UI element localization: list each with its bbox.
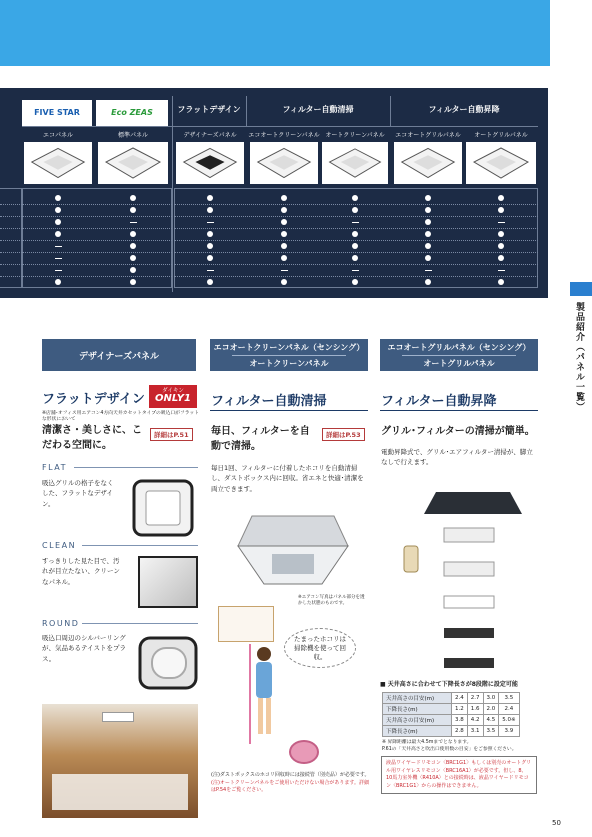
section-head-autoclean-1: エコオートクリーンパネル（センシング） [213, 342, 365, 352]
group-header-autogrill: フィルター自動昇降 [428, 105, 500, 114]
col2-body: 毎日1回、フィルターに付着したホコリを自動清掃し、ダストボックス内に回収。省エネと快適･清潔を両立できます。 [211, 464, 364, 493]
only1-badge-main: ONLY1 [155, 393, 191, 404]
availability-dot [352, 255, 358, 261]
column-label: エコパネル [42, 132, 73, 139]
availability-dot [498, 207, 504, 213]
panel-thumbnail [394, 142, 462, 184]
divider [390, 96, 391, 126]
availability-dash [425, 270, 432, 271]
availability-dot [55, 195, 61, 201]
availability-dot [425, 219, 431, 225]
column-label: エコオートクリーンパネル [248, 132, 320, 139]
title-rule [210, 410, 368, 411]
availability-dash [207, 270, 214, 271]
column-label: オートグリルパネル [474, 132, 528, 139]
col3-title: フィルター自動昇降 [381, 394, 497, 409]
column-label: エコオートグリルパネル [395, 132, 461, 139]
col2-title: フィルター自動清掃 [211, 394, 327, 409]
feature-label-round: ROUND [42, 619, 80, 628]
availability-dot [281, 195, 287, 201]
availability-dash [498, 222, 505, 223]
availability-dot [207, 231, 213, 237]
availability-dot [425, 207, 431, 213]
availability-dot [55, 207, 61, 213]
availability-dash [55, 270, 62, 271]
availability-dot [425, 279, 431, 285]
feature-text-round: 吸込口周辺のシルバーリングが、気品あるテイストをプラス。 [42, 634, 126, 663]
table-cell: 2.7 [467, 693, 483, 704]
vacuum-cleaner-image [289, 740, 319, 764]
availability-dot [498, 279, 504, 285]
availability-dot [130, 279, 136, 285]
feature-rule [82, 623, 198, 624]
duct-box-image [218, 606, 274, 642]
availability-dot [130, 231, 136, 237]
table-cell: 天井高さの目安(m) [383, 693, 452, 704]
row-divider [0, 252, 22, 253]
availability-dot [352, 207, 358, 213]
grid-block-right [174, 188, 538, 288]
row-divider [22, 252, 172, 253]
table-cell: 4.2 [467, 715, 483, 726]
availability-dot [281, 231, 287, 237]
availability-dot [281, 219, 287, 225]
feature-rule [82, 545, 198, 546]
row-divider [174, 240, 538, 241]
table-row [383, 726, 520, 737]
table-cell: 2.4 [499, 704, 519, 715]
availability-dash [498, 270, 505, 271]
table-cell: 1.6 [467, 704, 483, 715]
side-tab-marker [570, 282, 592, 296]
availability-dot [425, 243, 431, 249]
autoclean-unit-image [230, 506, 354, 590]
availability-dot [281, 255, 287, 261]
col3-body: 電動昇降式で、グリル･エアフィルター清掃が、脚立なしで行えます。 [381, 448, 533, 467]
table-row [383, 715, 520, 726]
panel-thumbnail [250, 142, 318, 184]
col2-ref-link[interactable]: 詳細はP.53 [322, 428, 365, 441]
row-divider [174, 228, 538, 229]
availability-dot [281, 279, 287, 285]
ecozeas-logo [96, 100, 168, 126]
fivestar-logo [22, 100, 92, 126]
feature-label-flat: FLAT [42, 463, 67, 472]
column-label: デザイナーズパネル [183, 132, 237, 139]
only1-badge [149, 385, 197, 408]
section-head-autoclean [210, 339, 368, 371]
availability-dot [425, 231, 431, 237]
col1-title: フラットデザイン [42, 392, 145, 407]
availability-dot [130, 207, 136, 213]
feature-rule [74, 467, 198, 468]
availability-dot [55, 219, 61, 225]
availability-dot [498, 231, 504, 237]
feature-label-clean: CLEAN [42, 541, 77, 550]
availability-dash [352, 270, 359, 271]
availability-dot [55, 231, 61, 237]
row-divider [174, 252, 538, 253]
table-cell: 3.5 [483, 726, 499, 737]
autogrill-descent-image [400, 488, 530, 674]
group-header-flat: フラットデザイン [177, 105, 241, 114]
table-cell: 3.0 [483, 693, 499, 704]
availability-dot [130, 267, 136, 273]
availability-dash [281, 270, 288, 271]
section-head-autogrill [380, 339, 538, 371]
row-divider [0, 240, 22, 241]
column-label: 標準パネル [117, 132, 148, 139]
panel-thumbnail [24, 142, 92, 184]
table-cell: 下降長さ(m) [383, 726, 452, 737]
table-cell: 2.0 [483, 704, 499, 715]
availability-dot [352, 279, 358, 285]
table-cell: 3.8 [452, 715, 468, 726]
table-cell: 3.5 [499, 693, 519, 704]
only1-badge-top: ダイキン [162, 388, 184, 394]
row-divider [0, 204, 22, 205]
row-header-stub [0, 188, 22, 288]
col3-table-note-1: ※ 昇降距離は最大4.5mまでとなります。 [382, 740, 472, 745]
column-label: オートクリーンパネル [325, 132, 385, 139]
availability-dash [207, 222, 214, 223]
panel-thumbnail [98, 142, 168, 184]
panel-thumbnail [322, 142, 388, 184]
clean-panel-image [138, 556, 198, 608]
availability-dot [352, 195, 358, 201]
grid-block-left [22, 188, 172, 288]
table-cell: 3.1 [467, 726, 483, 737]
availability-dash [55, 246, 62, 247]
table-cell: 天井高さの目安(m) [383, 715, 452, 726]
col2-note-1: (注)ダストボックスのホコリ回収時には接続管（別売品）が必要です。 [211, 772, 370, 778]
table-cell: 下降長さ(m) [383, 704, 452, 715]
page-number: 50 [552, 819, 561, 827]
table-cell: 2.8 [452, 726, 468, 737]
section-head-autogrill-1: エコオートグリルパネル（センシング） [387, 342, 531, 352]
row-divider [0, 216, 22, 217]
restaurant-photo [42, 704, 198, 818]
table-row [383, 704, 520, 715]
row-divider [0, 228, 22, 229]
section-head-autogrill-2: オートグリルパネル [402, 355, 516, 369]
ecozeas-logo-text: Eco ZEAS [111, 108, 153, 117]
divider [22, 126, 538, 127]
availability-dot [130, 243, 136, 249]
section-head-autoclean-2: オートクリーンパネル [232, 355, 346, 369]
row-divider [22, 216, 172, 217]
row-divider [22, 204, 172, 205]
availability-dot [425, 255, 431, 261]
panel-comparison-table [0, 88, 548, 298]
availability-dot [281, 243, 287, 249]
col3-table-title: ■ 天井高さに合わせて下降長さが8段階に設定可能 [380, 681, 518, 688]
table-cell: 2.4 [452, 693, 468, 704]
availability-dot [498, 243, 504, 249]
table-cell: 5.0※ [499, 715, 519, 726]
availability-dot [207, 279, 213, 285]
flat-panel-image [128, 477, 198, 539]
table-cell: 3.9 [499, 726, 519, 737]
availability-dot [55, 279, 61, 285]
col3-remote-note: 液晶ワイヤードリモコン〈BRC1G1〉もしくは別売のオートグリル用ワイヤレスリモコン〈BRC16A1〉が必要です。但し、8、10馬力室外機〈R410A〉との接続時は、液晶ワイヤードリモコン〈BRC1G1〉からの操作はできません。 [381, 756, 537, 794]
col1-lead: 清潔さ・美しさに、こだわる空間に。 [42, 425, 142, 451]
descent-length-table [382, 692, 520, 737]
divider [246, 96, 247, 126]
row-divider [0, 276, 22, 277]
availability-dot [207, 195, 213, 201]
availability-dot [207, 243, 213, 249]
row-divider [0, 264, 22, 265]
row-divider [174, 276, 538, 277]
col1-footnote: ※店舗･オフィス用エアコン4方向天井カセットタイプの吸込口がフラットな形状において [42, 411, 200, 423]
col2-lead: 毎日、フィルターを自動で清掃。 [211, 426, 310, 452]
row-divider [174, 204, 538, 205]
title-rule [380, 410, 538, 411]
group-header-autoclean: フィルター自動清掃 [282, 105, 354, 114]
col3-lead: グリル･フィルターの清掃が簡単。 [381, 426, 535, 437]
row-divider [22, 276, 172, 277]
round-panel-image [138, 636, 198, 690]
availability-dash [130, 222, 137, 223]
row-divider [174, 264, 538, 265]
col1-ref-link[interactable]: 詳細はP.51 [150, 428, 193, 441]
fivestar-logo-text: FIVE STAR [34, 108, 80, 117]
availability-dash [352, 222, 359, 223]
row-divider [22, 240, 172, 241]
side-tab-label: 製品紹介（パネル一覧） [574, 302, 584, 412]
availability-dot [207, 207, 213, 213]
availability-dot [352, 243, 358, 249]
availability-dot [130, 195, 136, 201]
availability-dash [55, 258, 62, 259]
availability-dot [498, 255, 504, 261]
col3-table-note-2: P.61の「天井高さと吹出口使用数の目安」をご参照ください。 [382, 747, 517, 752]
panel-thumbnail [176, 142, 244, 184]
panel-thumbnail [466, 142, 536, 184]
availability-dot [130, 255, 136, 261]
table-cell: 4.5 [483, 715, 499, 726]
availability-dot [281, 207, 287, 213]
col2-photo-note: ※エアコン写真はパネル部分を透かした状態のものです。 [298, 595, 365, 607]
row-divider [174, 216, 538, 217]
availability-dot [425, 195, 431, 201]
callout-bubble: たまったホコリは掃除機を使って回収。 [284, 628, 356, 668]
table-cell: 1.2 [452, 704, 468, 715]
section-head-designers: デザイナーズパネル [42, 339, 196, 371]
feature-text-clean: すっきりした見た目で、汚れが目立たない、クリーンなパネル。 [42, 557, 120, 586]
top-color-band [0, 0, 550, 66]
availability-dot [352, 231, 358, 237]
table-row [383, 693, 520, 704]
feature-text-flat: 吸込グリルの格子をなくした、フラットなデザイン。 [42, 479, 114, 508]
row-divider [22, 264, 172, 265]
row-divider [22, 228, 172, 229]
availability-dot [207, 255, 213, 261]
availability-dot [498, 195, 504, 201]
col2-note-2: (注)オートクリーンパネルをご使用いただけない場合があります。詳細はP.54をご覧ください。 [211, 780, 369, 793]
cleaning-person-image [246, 644, 282, 752]
